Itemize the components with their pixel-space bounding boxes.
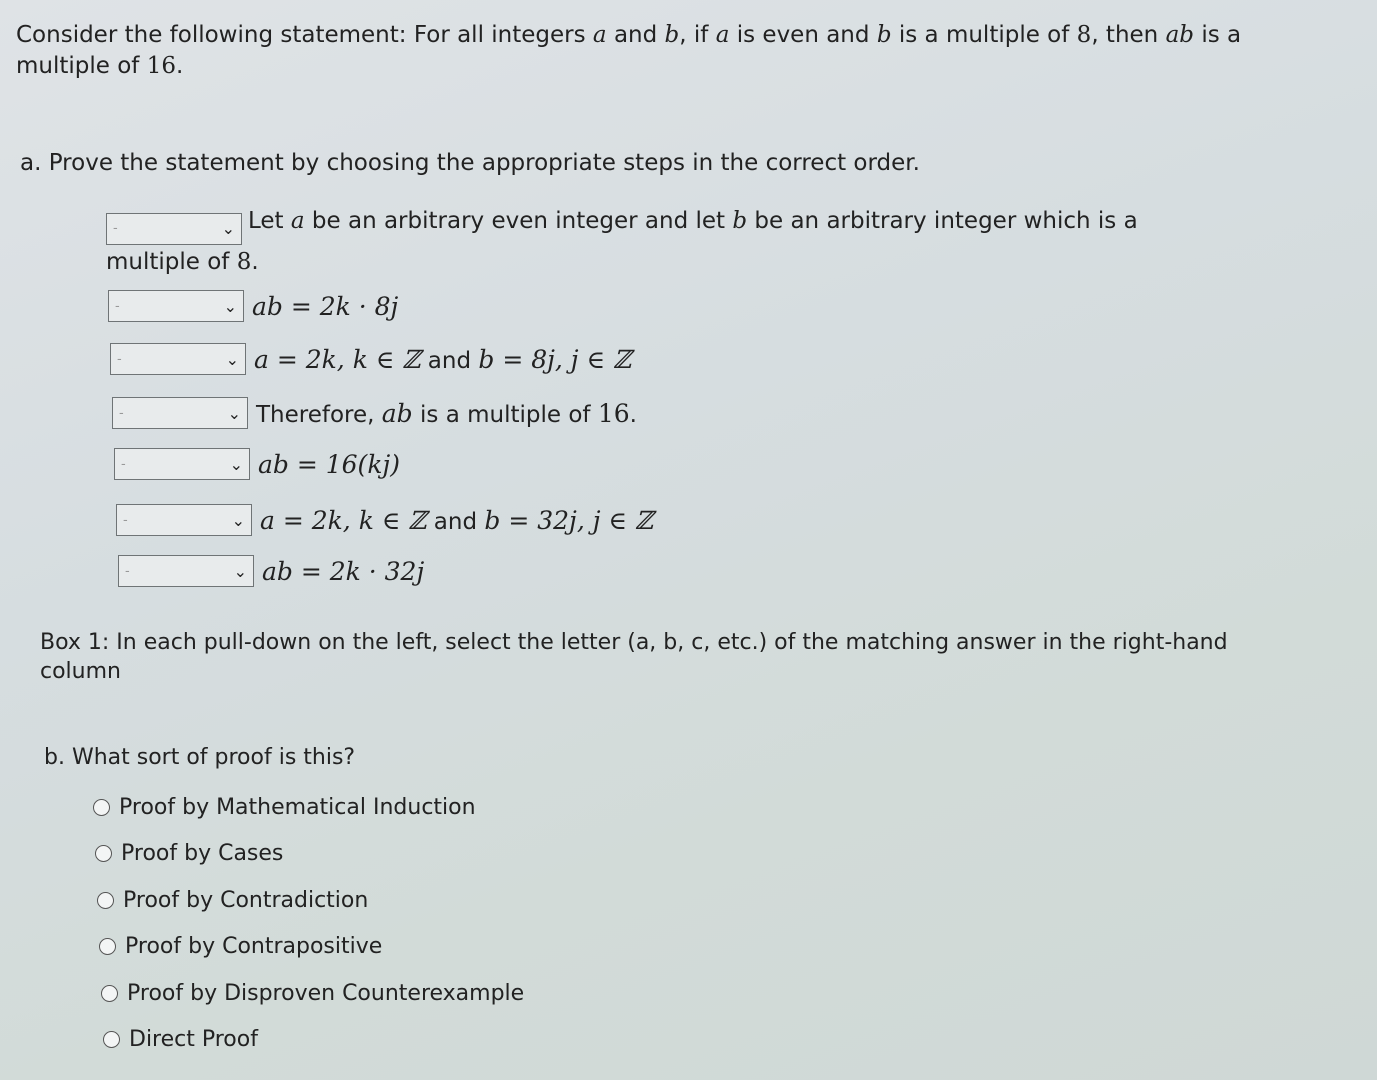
radio-button-icon[interactable] bbox=[93, 799, 110, 816]
statement-number: 8 bbox=[1076, 22, 1092, 48]
step-5-dropdown[interactable] bbox=[114, 448, 250, 480]
step-3-math bbox=[254, 345, 631, 374]
option-label: Direct Proof bbox=[129, 1027, 258, 1052]
chevron-down-icon: ⌄ bbox=[233, 561, 247, 581]
chevron-down-icon: ⌄ bbox=[221, 219, 235, 238]
dropdown-value: - bbox=[113, 221, 118, 236]
step-var: b bbox=[732, 208, 748, 234]
step-text: be an arbitrary integer which is a multiple of bbox=[106, 208, 1138, 275]
step-text: Let bbox=[248, 208, 291, 234]
step-text: Therefore, bbox=[256, 401, 382, 428]
radio-button-icon[interactable] bbox=[103, 1031, 120, 1048]
statement-text: and bbox=[606, 22, 665, 48]
option-disproven-counterexample[interactable] bbox=[101, 981, 524, 1006]
chevron-down-icon: ⌄ bbox=[231, 510, 245, 530]
radio-button-icon[interactable] bbox=[97, 892, 114, 909]
step-2-dropdown[interactable] bbox=[108, 290, 244, 322]
statement-text: is even and bbox=[729, 22, 877, 48]
proof-step-6 bbox=[116, 503, 653, 537]
step-6-dropdown[interactable] bbox=[116, 504, 252, 536]
statement-var: ab bbox=[1165, 22, 1195, 48]
option-label: Proof by Contradiction bbox=[123, 888, 369, 913]
statement-text: . bbox=[176, 53, 184, 79]
option-label: Proof by Cases bbox=[121, 841, 284, 866]
statement-text: is a multiple of bbox=[891, 22, 1077, 48]
problem-statement bbox=[16, 20, 1316, 82]
math-part: a = 2k, k ∈ ℤ bbox=[260, 505, 427, 535]
part-b-prompt: b. What sort of proof is this? bbox=[44, 745, 356, 770]
math-connector: and bbox=[426, 508, 485, 535]
statement-text: , if bbox=[679, 22, 716, 48]
step-3-dropdown[interactable] bbox=[110, 343, 246, 375]
step-var: ab bbox=[381, 398, 413, 428]
step-4-dropdown[interactable] bbox=[112, 397, 248, 429]
proof-step-3 bbox=[110, 342, 631, 376]
statement-var: a bbox=[592, 22, 607, 48]
box-instructions: Box 1: In each pull-down on the left, select the letter (a, b, c, etc.) of the matching answer in the right-hand column bbox=[40, 630, 1228, 684]
step-7-dropdown[interactable] bbox=[118, 555, 254, 587]
chevron-down-icon: ⌄ bbox=[223, 296, 237, 316]
math-part: a = 2k, k ∈ ℤ bbox=[254, 344, 421, 374]
step-4-text bbox=[256, 399, 637, 428]
step-number: 16 bbox=[597, 398, 630, 428]
option-label: Proof by Mathematical Induction bbox=[119, 795, 476, 820]
statement-text: , then bbox=[1091, 22, 1166, 48]
chevron-down-icon: ⌄ bbox=[229, 454, 243, 474]
statement-number: 16 bbox=[146, 53, 176, 79]
step-1-dropdown[interactable] bbox=[106, 213, 242, 245]
step-7-math: ab = 2k · 32j bbox=[262, 556, 425, 586]
proof-step-4 bbox=[112, 396, 637, 430]
chevron-down-icon: ⌄ bbox=[227, 403, 241, 423]
statement-var: b bbox=[876, 22, 892, 48]
radio-button-icon[interactable] bbox=[101, 985, 118, 1002]
dropdown-value: - bbox=[123, 512, 128, 528]
dropdown-value: - bbox=[119, 405, 124, 421]
dropdown-value: - bbox=[117, 351, 122, 367]
step-text: . bbox=[251, 249, 259, 275]
option-label: Proof by Contrapositive bbox=[125, 934, 383, 959]
math-part: b = 8j, j ∈ ℤ bbox=[478, 344, 632, 374]
statement-text: is a multiple of bbox=[16, 22, 1242, 79]
proof-step-5 bbox=[114, 447, 400, 481]
math-part: b = 32j, j ∈ ℤ bbox=[484, 505, 654, 535]
option-direct-proof[interactable] bbox=[103, 1027, 258, 1052]
step-text: . bbox=[629, 401, 637, 428]
option-label: Proof by Disproven Counterexample bbox=[127, 981, 525, 1006]
dropdown-value: - bbox=[115, 298, 120, 314]
part-a-prompt: a. Prove the statement by choosing the appropriate steps in the correct order. bbox=[20, 150, 920, 176]
step-text: be an arbitrary even integer and let bbox=[304, 208, 733, 234]
option-contrapositive[interactable] bbox=[99, 934, 382, 959]
step-number: 8 bbox=[236, 249, 252, 275]
proof-step-1 bbox=[106, 204, 1226, 279]
option-contradiction[interactable] bbox=[97, 888, 368, 913]
radio-button-icon[interactable] bbox=[99, 938, 116, 955]
dropdown-value: - bbox=[121, 456, 126, 472]
option-cases[interactable] bbox=[95, 841, 283, 866]
statement-var: b bbox=[664, 22, 680, 48]
radio-button-icon[interactable] bbox=[95, 845, 112, 862]
step-2-math: ab = 2k · 8j bbox=[252, 291, 399, 321]
option-mathematical-induction[interactable] bbox=[93, 795, 476, 820]
statement-text: Consider the following statement: For all integers bbox=[16, 22, 593, 48]
math-connector: and bbox=[420, 347, 479, 374]
step-5-math: ab = 16(kj) bbox=[258, 449, 400, 479]
proof-step-7 bbox=[118, 554, 424, 588]
step-6-math bbox=[260, 506, 653, 535]
step-text: is a multiple of bbox=[412, 401, 598, 428]
chevron-down-icon: ⌄ bbox=[225, 349, 239, 369]
proof-step-2 bbox=[108, 289, 398, 323]
statement-var: a bbox=[715, 22, 730, 48]
step-var: a bbox=[290, 208, 305, 234]
dropdown-value: - bbox=[125, 563, 130, 579]
